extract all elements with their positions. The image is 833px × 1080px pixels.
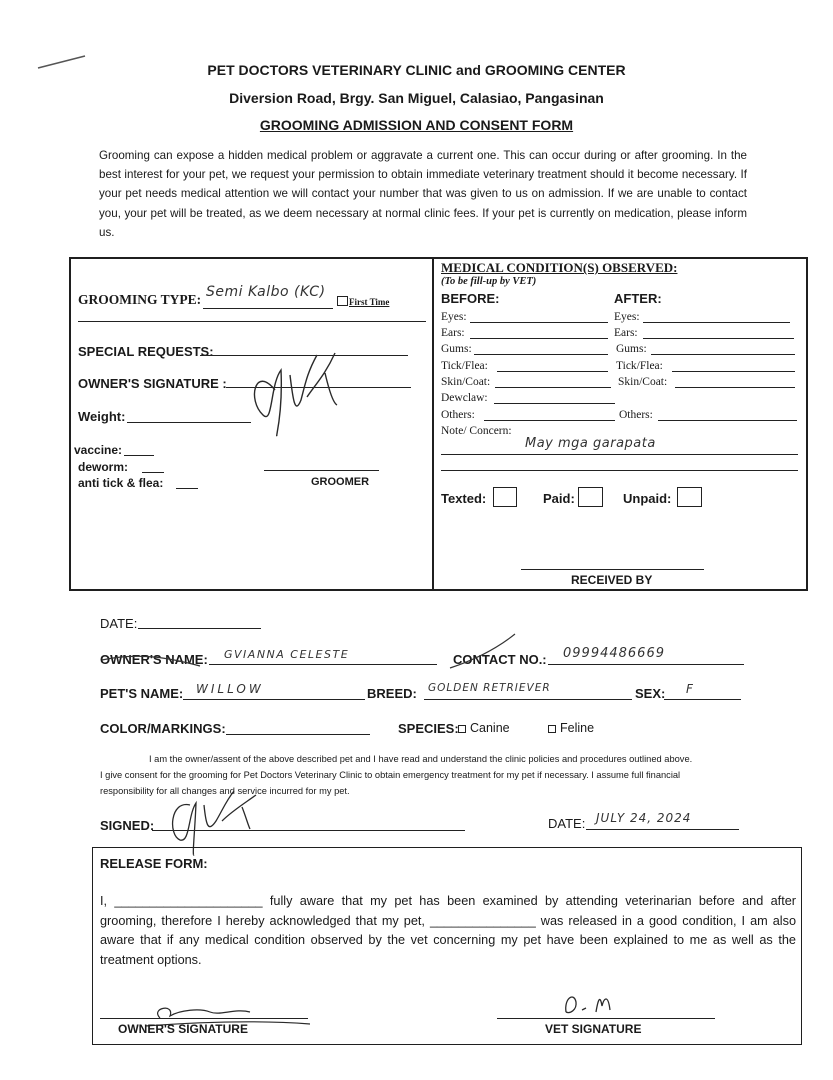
pen-slash: [100, 630, 520, 675]
vet-signature-line: [497, 1018, 715, 1019]
after-item: Eyes:: [614, 311, 640, 323]
antitick-label: anti tick & flea:: [78, 476, 164, 490]
weight-line: [127, 422, 251, 423]
feline-label: Feline: [560, 721, 595, 735]
grooming-extra-line: [78, 321, 426, 322]
vet-signature-label: VET SIGNATURE: [545, 1022, 642, 1036]
before-line: [470, 338, 608, 339]
before-line: [497, 371, 608, 372]
intro-paragraph: Grooming can expose a hidden medical problem or aggravate a current one. This can occur during or after grooming. In the best interest for your pet, we request your permission to obtain immediate veterinary treatment should it become necessary. If your pet needs medical attention we will contact your number that was given to us on admission. If we are unable to contact you, your pet will be treated, as we deem necessary at normal clinic fees. If your pet is currently on medication, please inform us.: [99, 149, 747, 239]
vet-signature-scribble[interactable]: [560, 988, 630, 1018]
owner-name-value[interactable]: GVIANNA CELESTE: [224, 648, 350, 661]
texted-checkbox[interactable]: [493, 487, 517, 507]
breed-value[interactable]: GOLDEN RETRIEVER: [428, 682, 551, 694]
breed-label: BREED:: [367, 686, 417, 701]
owner-release-signature-label: OWNER'S SIGNATURE: [118, 1022, 248, 1036]
before-line: [470, 322, 608, 323]
after-line: [658, 420, 797, 421]
deworm-line: [142, 472, 164, 473]
owner-release-signature-line: [100, 1018, 308, 1019]
received-by-line: [521, 569, 704, 570]
antitick-line: [176, 488, 198, 489]
after-line: [672, 371, 795, 372]
medical-subtitle: (To be fill-up by VET): [441, 276, 537, 287]
sex-label: SEX:: [635, 686, 666, 701]
contact-value[interactable]: 09994486669: [563, 646, 665, 661]
color-line: [226, 734, 370, 735]
before-line: [494, 403, 615, 404]
after-item: Ears:: [614, 327, 638, 339]
before-item: Ears:: [441, 327, 465, 339]
before-item: Skin/Coat:: [441, 376, 491, 388]
paid-label: Paid:: [543, 491, 575, 506]
feline-checkbox[interactable]: [548, 725, 556, 733]
groomer-line: [264, 470, 379, 471]
weight-label: Weight:: [78, 409, 126, 424]
consent-line-3: responsibility for all changes and service incurred for my pet.: [100, 786, 350, 796]
after-item: Gums:: [616, 343, 647, 355]
unpaid-label: Unpaid:: [623, 491, 672, 506]
before-line: [484, 420, 615, 421]
before-line: [495, 387, 611, 388]
note-value[interactable]: May mga garapata: [525, 436, 656, 451]
release-text: I, _____________________ fully aware that my pet has been examined by attending veterinarian before and after grooming, therefore I hereby acknowledged that my pet, _______________ was released in a good condition, I am also aware that if any medical condition observed by the vet concerning my pet have been explained to me as well as the treatment options.: [100, 894, 796, 967]
note-line-1: [441, 454, 798, 455]
grooming-type-line: [203, 308, 333, 309]
color-label: COLOR/MARKINGS:: [100, 721, 226, 736]
contact-label: CONTACT NO.:: [453, 652, 547, 667]
note-label: Note/ Concern:: [441, 425, 512, 437]
grooming-type-value[interactable]: Semi Kalbo (KC): [206, 284, 326, 300]
vaccine-label: vaccine:: [74, 443, 123, 457]
clinic-address: Diversion Road, Brgy. San Miguel, Calasiao, Pangasinan: [229, 90, 604, 106]
sex-line: [664, 699, 741, 700]
unpaid-checkbox[interactable]: [677, 487, 702, 507]
pet-name-label: PET'S NAME:: [100, 686, 184, 701]
form-title: GROOMING ADMISSION AND CONSENT FORM: [259, 117, 574, 133]
paid-checkbox[interactable]: [578, 487, 603, 507]
after-item: Others:: [619, 409, 653, 421]
after-line: [651, 354, 795, 355]
before-item: Dewclaw:: [441, 392, 488, 404]
owner-signature-label: OWNER'S SIGNATURE :: [78, 376, 227, 391]
owner-name-label: OWNER'S NAME:: [100, 652, 208, 667]
box-divider: [432, 258, 434, 590]
after-line: [643, 322, 790, 323]
received-by-label: RECEIVED BY: [571, 573, 653, 587]
grooming-type-label: GROOMING TYPE:: [78, 292, 202, 307]
contact-line: [548, 664, 744, 665]
consent-date-label: DATE:: [548, 816, 586, 831]
medical-title: MEDICAL CONDITION(S) OBSERVED:: [441, 260, 678, 275]
canine-checkbox[interactable]: [458, 725, 466, 733]
groomer-label: GROOMER: [311, 476, 370, 488]
clinic-name: PET DOCTORS VETERINARY CLINIC and GROOMING CENTER: [207, 62, 626, 78]
note-line-2: [441, 470, 798, 471]
consent-line-2: I give consent for the grooming for Pet Doctors Veterinary Clinic to obtain emergency treatment for my pet if necessary. I assume full financial: [100, 770, 681, 780]
deworm-label: deworm:: [78, 460, 129, 474]
date-label: DATE:: [100, 616, 138, 631]
before-label: BEFORE:: [441, 291, 500, 306]
before-item: Gums:: [441, 343, 472, 355]
owner-signature-scribble[interactable]: [245, 345, 350, 445]
first-time-checkbox[interactable]: [337, 296, 348, 306]
species-label: SPECIES:: [398, 721, 459, 736]
consent-date-line: [586, 829, 739, 830]
consent-line-1: I am the owner/assent of the above described pet and I have read and understand the clinic policies and procedures outlined above.: [149, 754, 693, 764]
after-line: [675, 387, 795, 388]
canine-label: Canine: [470, 721, 510, 735]
release-title: RELEASE FORM:: [100, 856, 208, 871]
sex-value[interactable]: F: [686, 682, 695, 696]
pet-name-value[interactable]: WILLOW: [196, 682, 264, 696]
consent-date-value[interactable]: JULY 24, 2024: [596, 811, 692, 825]
pet-name-line: [183, 699, 365, 700]
first-time-label: First Time: [349, 297, 390, 307]
texted-label: Texted:: [441, 491, 487, 506]
vaccine-line: [124, 455, 154, 456]
after-label: AFTER:: [614, 291, 662, 306]
after-item: Skin/Coat:: [618, 376, 668, 388]
special-requests-label: SPECIAL REQUESTS:: [78, 344, 214, 359]
date-line: [138, 628, 261, 629]
signed-label: SIGNED:: [100, 818, 155, 833]
before-item: Tick/Flea:: [441, 360, 488, 372]
before-line: [474, 354, 608, 355]
after-line: [643, 338, 794, 339]
before-item: Others:: [441, 409, 475, 421]
before-item: Eyes:: [441, 311, 467, 323]
after-item: Tick/Flea:: [616, 360, 663, 372]
breed-line: [424, 699, 632, 700]
